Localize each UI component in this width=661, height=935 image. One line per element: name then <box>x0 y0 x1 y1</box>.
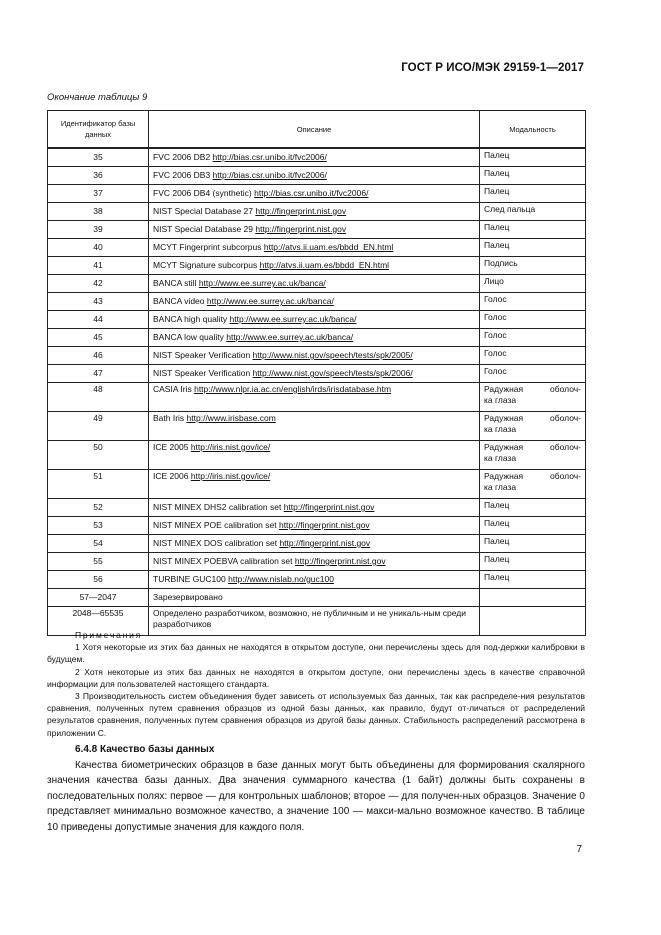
description-text: BANCA video <box>153 296 207 306</box>
modality-line: ка глаза <box>484 453 517 463</box>
description-text: NIST MINEX DOS calibration set <box>153 538 280 548</box>
column-header-id: Идентификатор базы данных <box>48 111 149 149</box>
cell-id: 40 <box>48 239 149 257</box>
description-text: NIST MINEX DHS2 calibration set <box>153 502 284 512</box>
database-link[interactable]: http://fingerprint.nist.gov <box>278 520 370 530</box>
table-row <box>48 167 586 185</box>
database-link[interactable]: http://www.ee.surrey.ac.uk/banca/ <box>206 296 334 306</box>
description-text: BANCA still <box>153 278 199 288</box>
table-row <box>48 553 586 571</box>
description-text: CASIA Iris <box>153 384 195 394</box>
description-text: FVC 2006 DB4 (synthetic) <box>153 188 255 198</box>
column-header-description: Описание <box>149 111 480 149</box>
cell-modality: Голос <box>480 311 586 329</box>
database-link[interactable]: http://www.ee.surrey.ac.uk/banca/ <box>198 278 326 288</box>
cell-description <box>149 517 480 535</box>
database-link[interactable]: http://www.nislab.no/guc100 <box>228 574 334 584</box>
cell-description <box>149 148 480 167</box>
table-row <box>48 589 586 607</box>
database-link[interactable]: http://www.ee.surrey.ac.uk/banca/ <box>226 332 354 342</box>
table-row <box>48 383 586 412</box>
description-text: NIST Speaker Verification <box>153 368 253 378</box>
description-text: NIST Special Database 29 <box>153 224 256 234</box>
cell-id: 41 <box>48 257 149 275</box>
table-row <box>48 412 586 441</box>
cell-id: 54 <box>48 535 149 553</box>
database-link[interactable]: http://www.nlpr.ia.ac.cn/english/irds/irisdatabase.htm <box>194 384 392 394</box>
cell-id: 53 <box>48 517 149 535</box>
modality-line: Радужная оболоч- <box>484 442 581 452</box>
cell-modality <box>480 412 586 441</box>
description-text: Bath Iris <box>153 413 187 423</box>
table-row <box>48 517 586 535</box>
table-row <box>48 275 586 293</box>
cell-description <box>149 535 480 553</box>
section-body: Качества биометрических образцов в базе данных могут быть объединены для формирования скалярного значения качества базы данных. Два значения суммарного качества (1 байт) должны быть сохранены в последовательных полях: первое — для контрольных шаблонов; второе — для получен-ных образцов. Значение 0 представляет минимально возможное качество, а значение 100 — макси-мально возможное качество. В таблице 10 приведены допустимые значения для каждого поля. <box>47 760 585 833</box>
cell-description <box>149 275 480 293</box>
table-caption: Окончание таблицы 9 <box>47 92 148 103</box>
cell-id: 36 <box>48 167 149 185</box>
cell-id: 47 <box>48 365 149 383</box>
database-link[interactable]: http://fingerprint.nist.gov <box>255 206 347 216</box>
note-item: 2 Хотя некоторые из этих баз данных не находятся в открытом доступе, они перечислены здесь в качестве справочной информации для пользователей настоящего стандарта. <box>47 666 585 689</box>
database-link[interactable]: http://www.ee.surrey.ac.uk/banca/ <box>229 314 357 324</box>
cell-description <box>149 499 480 517</box>
page-number: 7 <box>576 844 582 855</box>
cell-modality: Лицо <box>480 275 586 293</box>
table-row <box>48 347 586 365</box>
table-body <box>48 148 586 636</box>
cell-description <box>149 293 480 311</box>
cell-modality: Палец <box>480 185 586 203</box>
description-text: Зарезервировано <box>153 592 223 602</box>
cell-id: 45 <box>48 329 149 347</box>
cell-description <box>149 239 480 257</box>
table-row <box>48 257 586 275</box>
description-text: ICE 2005 <box>153 442 191 452</box>
cell-modality: Палец <box>480 221 586 239</box>
cell-id: 44 <box>48 311 149 329</box>
database-link[interactable]: http://fingerprint.nist.gov <box>283 502 375 512</box>
database-link[interactable]: http://fingerprint.nist.gov <box>255 224 347 234</box>
database-link[interactable]: http://iris.nist.gov/ice/ <box>190 442 271 452</box>
cell-description <box>149 365 480 383</box>
cell-id: 56 <box>48 571 149 589</box>
table-row <box>48 203 586 221</box>
modality-line: Радужная оболоч- <box>484 384 581 394</box>
description-text: FVC 2006 DB2 <box>153 152 213 162</box>
cell-modality: Палец <box>480 239 586 257</box>
description-text: Определено разработчиком, возможно, не публичным и не уникаль-ным среди разработчиков <box>153 608 466 629</box>
cell-id: 48 <box>48 383 149 412</box>
database-link[interactable]: http://iris.nist.gov/ice/ <box>190 471 271 481</box>
database-link[interactable]: http://bias.csr.unibo.it/fvc2006/ <box>212 152 327 162</box>
database-table <box>47 110 586 636</box>
table-row <box>48 311 586 329</box>
cell-modality: Палец <box>480 167 586 185</box>
cell-modality <box>480 589 586 607</box>
cell-modality: Голос <box>480 347 586 365</box>
cell-modality <box>480 470 586 499</box>
cell-description <box>149 441 480 470</box>
database-link[interactable]: http://www.nist.gov/speech/tests/spk/2005/ <box>252 350 413 360</box>
cell-id: 39 <box>48 221 149 239</box>
cell-id: 46 <box>48 347 149 365</box>
cell-description <box>149 412 480 441</box>
document-header: ГОСТ Р ИСО/МЭК 29159-1—2017 <box>401 62 584 74</box>
database-link[interactable]: http://bias.csr.unibo.it/fvc2006/ <box>212 170 327 180</box>
note-item: 1 Хотя некоторые из этих баз данных не находятся в открытом доступе, они перечислены здесь для под-держки калибровки в будущем. <box>47 642 585 665</box>
description-text: FVC 2006 DB3 <box>153 170 213 180</box>
cell-modality: След пальца <box>480 203 586 221</box>
modality-line: Радужная оболоч- <box>484 413 581 423</box>
cell-id: 50 <box>48 441 149 470</box>
cell-description <box>149 203 480 221</box>
cell-id: 49 <box>48 412 149 441</box>
database-link[interactable]: http://www.irisbase.com <box>186 413 276 423</box>
cell-description <box>149 257 480 275</box>
description-text: NIST MINEX POE calibration set <box>153 520 279 530</box>
modality-line: ка глаза <box>484 424 517 434</box>
cell-id: 55 <box>48 553 149 571</box>
modality-line: ка глаза <box>484 395 517 405</box>
note-item: 3 Производительность систем объединения будет зависеть от используемых баз данных, так как распределе-ния результатов сравнения, полученных путем сравнения образцов из одной базы данных, как правило, будут от-личаться от распределений результатов сравнения, полученных путем сравнения образцов из другой базы данных. Стабильность распределений рассмотрена в приложении С. <box>47 691 585 738</box>
cell-modality: Палец <box>480 517 586 535</box>
cell-description <box>149 221 480 239</box>
modality-line: Радужная оболоч- <box>484 471 581 481</box>
cell-description <box>149 589 480 607</box>
cell-id: 2048—65535 <box>48 607 149 636</box>
database-link[interactable]: http://atvs.ii.uam.es/bbdd_EN.html <box>263 242 394 252</box>
description-text: NIST Special Database 27 <box>153 206 256 216</box>
table-row <box>48 221 586 239</box>
cell-modality: Голос <box>480 329 586 347</box>
cell-modality: Палец <box>480 148 586 167</box>
cell-id: 38 <box>48 203 149 221</box>
database-link[interactable]: http://fingerprint.nist.gov <box>279 538 371 548</box>
table-row <box>48 470 586 499</box>
cell-description <box>149 571 480 589</box>
cell-modality: Палец <box>480 499 586 517</box>
cell-modality: Голос <box>480 365 586 383</box>
table-row <box>48 499 586 517</box>
database-link[interactable]: http://www.nist.gov/speech/tests/spk/2006/ <box>252 368 413 378</box>
cell-id: 42 <box>48 275 149 293</box>
table-row <box>48 441 586 470</box>
table-row <box>48 148 586 167</box>
cell-id: 37 <box>48 185 149 203</box>
description-text: BANCA low quality <box>153 332 227 342</box>
modality-line: ка глаза <box>484 482 517 492</box>
section-heading: 6.4.8 Качество базы данных <box>75 744 215 755</box>
cell-modality: Палец <box>480 571 586 589</box>
cell-id: 35 <box>48 148 149 167</box>
cell-modality <box>480 383 586 412</box>
cell-description <box>149 470 480 499</box>
cell-modality: Подпись <box>480 257 586 275</box>
description-text: ICE 2006 <box>153 471 191 481</box>
description-text: NIST Speaker Verification <box>153 350 253 360</box>
table-row <box>48 239 586 257</box>
cell-id: 51 <box>48 470 149 499</box>
cell-description <box>149 553 480 571</box>
table-notes <box>47 629 585 739</box>
notes-title: Примечания <box>75 630 143 640</box>
cell-id: 57—2047 <box>48 589 149 607</box>
table-row <box>48 535 586 553</box>
column-header-modality: Модальность <box>480 111 586 149</box>
cell-modality <box>480 441 586 470</box>
description-text: NIST MINEX POEBVA calibration set <box>153 556 295 566</box>
database-link[interactable]: http://bias.csr.unibo.it/fvc2006/ <box>254 188 369 198</box>
table-row <box>48 293 586 311</box>
description-text: MCYT Fingerprint subcorpus <box>153 242 264 252</box>
cell-modality: Палец <box>480 535 586 553</box>
cell-description <box>149 347 480 365</box>
table-row <box>48 185 586 203</box>
cell-modality: Палец <box>480 553 586 571</box>
cell-id: 43 <box>48 293 149 311</box>
cell-description <box>149 311 480 329</box>
description-text: BANCA high quality <box>153 314 230 324</box>
description-text: TURBINE GUC100 <box>153 574 229 584</box>
cell-description <box>149 329 480 347</box>
table-header-row <box>48 111 586 149</box>
table-row <box>48 365 586 383</box>
cell-modality: Голос <box>480 293 586 311</box>
database-link[interactable]: http://atvs.ii.uam.es/bbdd_EN.html <box>259 260 390 270</box>
cell-description <box>149 167 480 185</box>
cell-description <box>149 185 480 203</box>
table-row <box>48 571 586 589</box>
cell-description <box>149 383 480 412</box>
database-link[interactable]: http://fingerprint.nist.gov <box>294 556 386 566</box>
description-text: MCYT Signature subcorpus <box>153 260 260 270</box>
table-row <box>48 329 586 347</box>
cell-id: 52 <box>48 499 149 517</box>
